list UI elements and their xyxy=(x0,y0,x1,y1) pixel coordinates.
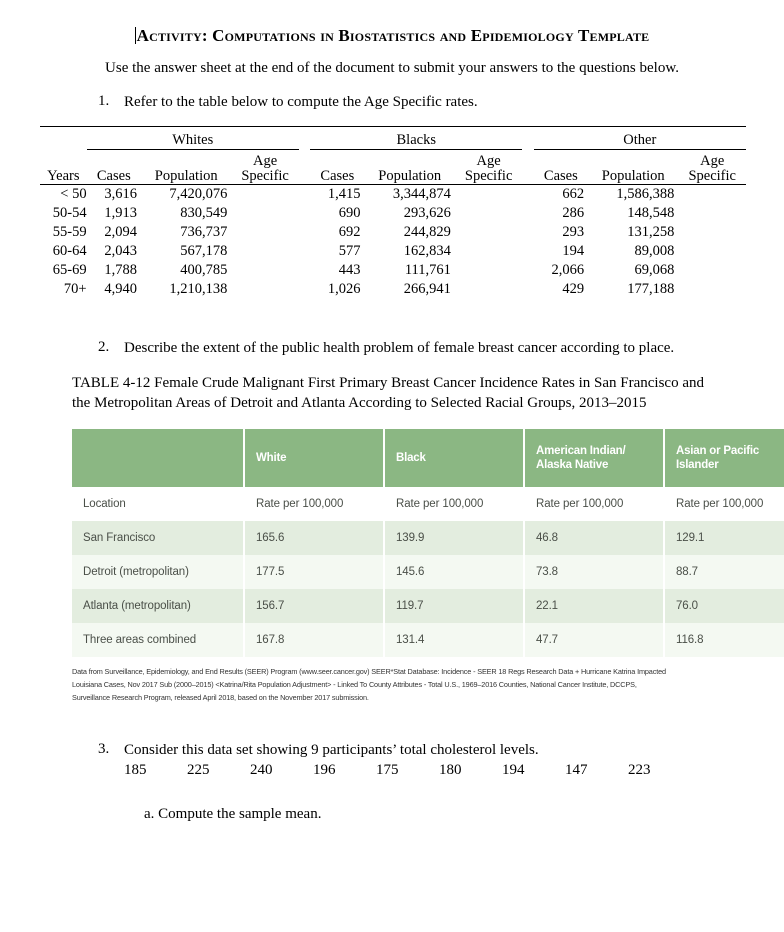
cell-black-age xyxy=(455,242,523,261)
question-3-number: 3. xyxy=(98,740,110,757)
cell-other-pop: 69,068 xyxy=(634,262,675,279)
cell-other-pop: 89,008 xyxy=(634,243,675,260)
header-blank xyxy=(72,429,244,487)
cell-other-age xyxy=(678,242,746,261)
row-spacer xyxy=(522,223,533,242)
table-row xyxy=(40,242,746,261)
column-header-white-cases: Cases xyxy=(87,150,141,185)
age-specific-rates-table-container xyxy=(0,126,784,299)
cell-white-pop: 736,737 xyxy=(180,224,228,241)
cholesterol-value: 194 xyxy=(502,761,525,778)
table-row xyxy=(72,623,784,657)
cholesterol-value: 223 xyxy=(628,761,651,778)
cell-other-cases: 194 xyxy=(562,243,585,260)
cell-black-pop: 3,344,874 xyxy=(392,186,451,203)
row-spacer xyxy=(522,242,533,261)
header-spacer-2 xyxy=(522,150,533,185)
header-black: Black xyxy=(384,429,524,487)
cell-api: 88.7 xyxy=(664,555,784,589)
column-header-black-age-specific: Age Specific xyxy=(455,150,523,185)
cholesterol-value: 225 xyxy=(187,761,210,778)
cell-unit-white: Rate per 100,000 xyxy=(244,487,384,521)
cholesterol-value: 175 xyxy=(376,761,399,778)
column-header-other-cases: Cases xyxy=(534,150,588,185)
table-4-12-source-note: Data from Surveillance, Epidemiology, and End Results (SEER) Program (www.seer.cancer.gov) SEER*Stat Database: Incidence - SEER 18 Regs Research Data + Hurricane Katrina Impacted Louisiana Cases, Nov 2017 Sub (2000–2015) <Katrina/Rita Population Adjustment> - Linked To County Attributes - Total U.S., 1969–2016 Counties, National Cancer Institute, DCCPS, Surveillance Research Program, released April 2018, based on the November 2017 submission. xyxy=(72,667,666,702)
cell-black-cases: 443 xyxy=(338,262,361,279)
cell-white-age xyxy=(231,280,299,299)
cell-other-age xyxy=(678,280,746,299)
question-3-body xyxy=(124,741,724,780)
cell-white-age xyxy=(231,185,299,205)
row-spacer xyxy=(299,223,310,242)
table-4-12-head xyxy=(72,429,784,487)
cell-black: 145.6 xyxy=(384,555,524,589)
cell-years: 65-69 xyxy=(52,262,87,279)
cell-black-cases: 692 xyxy=(338,224,361,241)
cell-other-cases: 429 xyxy=(562,281,585,298)
row-spacer xyxy=(299,185,310,205)
question-3 xyxy=(0,741,784,780)
header-american-indian-alaska-native: American Indian/ Alaska Native xyxy=(524,429,664,487)
cell-black: 139.9 xyxy=(384,521,524,555)
table-row xyxy=(40,223,746,242)
cell-white-cases: 2,094 xyxy=(104,224,138,241)
cell-black-pop: 162,834 xyxy=(403,243,451,260)
table-row xyxy=(72,555,784,589)
cell-white: 167.8 xyxy=(244,623,384,657)
age-specific-rates-table xyxy=(40,126,746,299)
cell-other-age xyxy=(678,261,746,280)
cell-black-age xyxy=(455,185,523,205)
cell-other-cases: 286 xyxy=(562,205,585,222)
cell-black-cases: 1,026 xyxy=(327,281,361,298)
cell-unit-aian: Rate per 100,000 xyxy=(524,487,664,521)
cell-location: San Francisco xyxy=(72,521,244,555)
cell-years: 55-59 xyxy=(52,224,87,241)
table-4-12 xyxy=(72,429,784,657)
header-spacer-1 xyxy=(299,150,310,185)
table-4-12-body xyxy=(72,487,784,657)
cell-unit-black: Rate per 100,000 xyxy=(384,487,524,521)
cell-other-pop: 148,548 xyxy=(627,205,675,222)
cell-white-pop: 1,210,138 xyxy=(169,281,228,298)
cell-other-pop: 131,258 xyxy=(627,224,675,241)
cell-other-cases: 293 xyxy=(562,224,585,241)
cell-white-age xyxy=(231,204,299,223)
cholesterol-value: 240 xyxy=(250,761,273,778)
cholesterol-value: 196 xyxy=(313,761,336,778)
question-2 xyxy=(0,339,784,358)
cell-white-pop: 400,785 xyxy=(180,262,228,279)
column-header-other-population: Population xyxy=(588,150,678,185)
group-header-blacks: Blacks xyxy=(310,130,522,150)
cell-black-pop: 293,626 xyxy=(403,205,451,222)
cell-other-age xyxy=(678,204,746,223)
row-spacer xyxy=(522,185,533,205)
column-header-years: Years xyxy=(40,150,87,185)
column-header-row xyxy=(40,150,746,185)
header-white: White xyxy=(244,429,384,487)
cell-black-cases: 577 xyxy=(338,243,361,260)
table-row xyxy=(72,589,784,623)
cell-aian: 47.7 xyxy=(524,623,664,657)
cell-white: 165.6 xyxy=(244,521,384,555)
table-4-12-header-row xyxy=(72,429,784,487)
column-header-other-age-specific: Age Specific xyxy=(678,150,746,185)
question-1 xyxy=(0,93,784,112)
cell-black-pop: 111,761 xyxy=(404,262,451,279)
header-asian-pacific-islander: Asian or Pacific Islander xyxy=(664,429,784,487)
row-spacer xyxy=(299,204,310,223)
table-row xyxy=(72,521,784,555)
cell-white-cases: 2,043 xyxy=(104,243,138,260)
table-4-12-container xyxy=(0,429,784,704)
cell-other-pop: 177,188 xyxy=(627,281,675,298)
cell-location: Atlanta (metropolitan) xyxy=(72,589,244,623)
cell-location-label: Location xyxy=(72,487,244,521)
cell-other-cases: 662 xyxy=(562,186,585,203)
row-spacer xyxy=(299,242,310,261)
row-spacer xyxy=(299,280,310,299)
page-title xyxy=(0,26,784,46)
cell-black-pop: 266,941 xyxy=(403,281,451,298)
row-spacer xyxy=(522,280,533,299)
cholesterol-value: 180 xyxy=(439,761,462,778)
cell-black: 119.7 xyxy=(384,589,524,623)
cell-api: 76.0 xyxy=(664,589,784,623)
cell-unit-api: Rate per 100,000 xyxy=(664,487,784,521)
cell-api: 129.1 xyxy=(664,521,784,555)
cell-black-cases: 690 xyxy=(338,205,361,222)
cell-years: 60-64 xyxy=(52,243,87,260)
cell-white-cases: 4,940 xyxy=(104,281,138,298)
cell-other-age xyxy=(678,223,746,242)
group-spacer-1 xyxy=(299,130,310,150)
row-spacer xyxy=(522,204,533,223)
cell-white: 177.5 xyxy=(244,555,384,589)
question-3-text: Consider this data set showing 9 participants’ total cholesterol levels. xyxy=(124,741,539,758)
question-3a: a. Compute the sample mean. xyxy=(144,806,322,823)
cell-white-age xyxy=(231,223,299,242)
question-2-text: Describe the extent of the public health problem of female breast cancer according to place. xyxy=(124,340,675,357)
cell-black-age xyxy=(455,223,523,242)
cell-aian: 46.8 xyxy=(524,521,664,555)
cell-other-cases: 2,066 xyxy=(551,262,585,279)
cell-white-age xyxy=(231,242,299,261)
cell-other-age xyxy=(678,185,746,205)
question-1-text: Refer to the table below to compute the Age Specific rates. xyxy=(124,94,478,110)
cell-white: 156.7 xyxy=(244,589,384,623)
table-row xyxy=(40,280,746,299)
cell-location: Detroit (metropolitan) xyxy=(72,555,244,589)
group-spacer-2 xyxy=(522,130,533,150)
cell-aian: 73.8 xyxy=(524,555,664,589)
intro-instruction: Use the answer sheet at the end of the document to submit your answers to the questions below. xyxy=(105,60,679,76)
question-1-number: 1. xyxy=(98,93,110,109)
row-spacer xyxy=(299,261,310,280)
cell-black-cases: 1,415 xyxy=(327,186,361,203)
page-title-text: Activity: Computations in Biostatistics and Epidemiology Template xyxy=(136,26,650,45)
group-header-whites: Whites xyxy=(87,130,299,150)
cell-years: < 50 xyxy=(60,186,87,203)
cell-white-age xyxy=(231,261,299,280)
text-cursor xyxy=(135,27,136,44)
cell-white-cases: 1,788 xyxy=(104,262,138,279)
cholesterol-values-list xyxy=(124,761,724,780)
group-header-row xyxy=(40,130,746,150)
question-2-number: 2. xyxy=(98,339,110,356)
cell-black-age xyxy=(455,204,523,223)
cell-years: 70+ xyxy=(63,281,87,298)
cell-black-age xyxy=(455,280,523,299)
table-row xyxy=(40,204,746,223)
cell-black-pop: 244,829 xyxy=(403,224,451,241)
group-header-other: Other xyxy=(534,130,746,150)
cell-location: Three areas combined xyxy=(72,623,244,657)
cell-api: 116.8 xyxy=(664,623,784,657)
cell-aian: 22.1 xyxy=(524,589,664,623)
group-header-blank xyxy=(40,130,87,150)
cell-years: 50-54 xyxy=(52,205,87,222)
column-header-white-age-specific: Age Specific xyxy=(231,150,299,185)
column-header-black-cases: Cases xyxy=(310,150,364,185)
column-header-black-population: Population xyxy=(365,150,455,185)
table-row-units xyxy=(72,487,784,521)
rates-table-body xyxy=(40,185,746,300)
cell-white-cases: 1,913 xyxy=(104,205,138,222)
table-row xyxy=(40,261,746,280)
table-row xyxy=(40,185,746,205)
column-header-white-population: Population xyxy=(141,150,231,185)
cell-black: 131.4 xyxy=(384,623,524,657)
cholesterol-value: 185 xyxy=(124,761,147,778)
cell-white-pop: 567,178 xyxy=(180,243,228,260)
table-4-12-caption: TABLE 4-12 Female Crude Malignant First Primary Breast Cancer Incidence Rates in San Francisco and the Metropolitan Areas of Detroit and Atlanta According to Selected Racial Groups, 2013–2015 xyxy=(72,375,704,411)
cell-white-pop: 7,420,076 xyxy=(169,186,228,203)
row-spacer xyxy=(522,261,533,280)
cell-black-age xyxy=(455,261,523,280)
cell-other-pop: 1,586,388 xyxy=(616,186,675,203)
cell-white-cases: 3,616 xyxy=(104,186,138,203)
cell-white-pop: 830,549 xyxy=(180,205,228,222)
cholesterol-value: 147 xyxy=(565,761,588,778)
